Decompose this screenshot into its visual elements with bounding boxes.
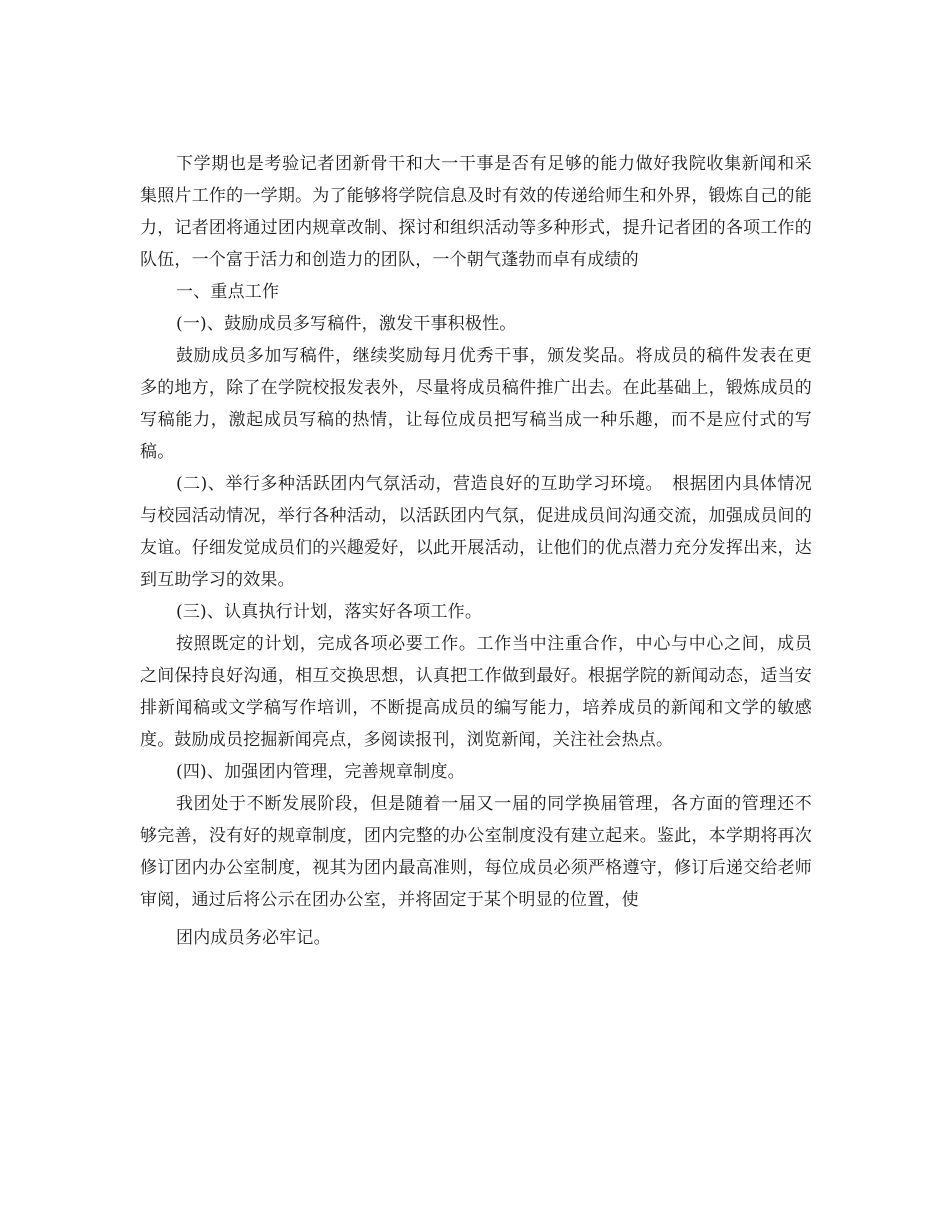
item-1-heading: (一)、鼓励成员多写稿件，激发干事积极性。 bbox=[176, 314, 517, 334]
closing-paragraph: 团内成员务必牢记。 bbox=[176, 928, 331, 948]
item-3-heading: (三)、认真执行计划，落实好各项工作。 bbox=[176, 602, 483, 622]
item-2-paragraph: (二)、举行多种活跃团内气氛活动，营造良好的互助学习环境。 根据团内具体情况与校园活动情况，举行各种活动，以活跃团内气氛，促进成员间沟通交流，加强成员间的友谊。仔细发觉成员们的兴趣爱好，以此开展活动，让他们的优点潜力充分发挥出来，达到互助学习的效果。 bbox=[140, 474, 812, 590]
section-heading-key-work: 一、重点工作 bbox=[176, 282, 280, 302]
document-page bbox=[140, 148, 812, 954]
intro-paragraph: 下学期也是考验记者团新骨干和大一干事是否有足够的能力做好我院收集新闻和采集照片工作的一学期。为了能够将学院信息及时有效的传递给师生和外界，锻炼自己的能力，记者团将通过团内规章改制、探讨和组织活动等多种形式，提升记者团的各项工作的队伍，一个富于活力和创造力的团队，一个朝气蓬勃而卓有成绩的 bbox=[140, 154, 812, 270]
item-4-paragraph: 我团处于不断发展阶段，但是随着一届又一届的同学换届管理，各方面的管理还不够完善，没有好的规章制度，团内完整的办公室制度没有建立起来。鉴此，本学期将再次修订团内办公室制度，视其为团内最高准则，每位成员必须严格遵守，修订后递交给老师审阅，通过后将公示在团办公室，并将固定于某个明显的位置，使 bbox=[140, 794, 812, 910]
item-3-paragraph: 按照既定的计划，完成各项必要工作。工作当中注重合作，中心与中心之间，成员之间保持良好沟通，相互交换思想，认真把工作做到最好。根据学院的新闻动态，适当安排新闻稿或文学稿写作培训，不断提高成员的编写能力，培养成员的新闻和文学的敏感度。鼓励成员挖掘新闻亮点，多阅读报刊，浏览新闻，关注社会热点。 bbox=[140, 634, 812, 750]
item-1-paragraph: 鼓励成员多加写稿件，继续奖励每月优秀干事，颁发奖品。将成员的稿件发表在更多的地方，除了在学院校报发表外，尽量将成员稿件推广出去。在此基础上，锻炼成员的写稿能力，激起成员写稿的热情，让每位成员把写稿当成一种乐趣，而不是应付式的写稿。 bbox=[140, 346, 812, 462]
item-4-heading: (四)、加强团内管理，完善规章制度。 bbox=[176, 762, 465, 782]
